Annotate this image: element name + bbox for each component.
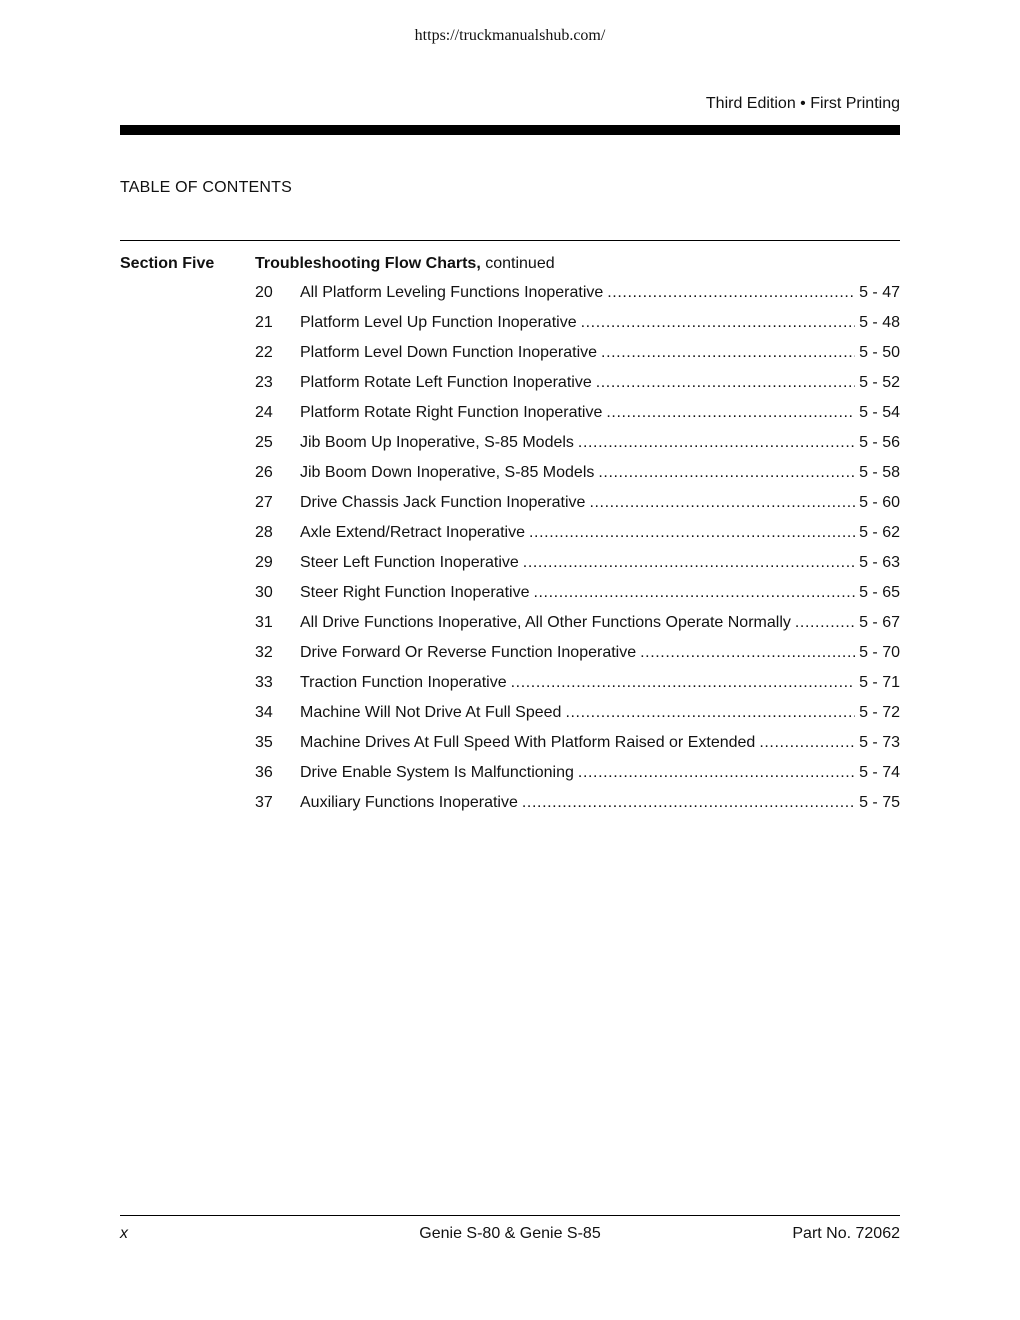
toc-entry-page: 5 - 70 [859, 644, 900, 661]
toc-entry-page: 5 - 63 [859, 554, 900, 571]
toc-entry[interactable] [255, 548, 900, 578]
toc-entry-number: 21 [255, 314, 273, 331]
toc-entry-page: 5 - 72 [859, 704, 900, 721]
toc-entry-number: 22 [255, 344, 273, 361]
toc-entry-leader [581, 308, 855, 338]
toc-entry-title: Jib Boom Down Inoperative, S-85 Models [300, 464, 595, 481]
toc-entry-leader [589, 488, 855, 518]
source-url: https://truckmanualshub.com/ [414, 27, 606, 44]
toc-entry-page: 5 - 74 [859, 764, 900, 781]
toc-entry-leader [598, 458, 855, 488]
toc-entry[interactable] [255, 728, 900, 758]
toc-entry-page: 5 - 54 [859, 404, 900, 421]
toc-entry-title: Steer Left Function Inoperative [300, 554, 519, 571]
toc-entry-title: Platform Level Down Function Inoperative [300, 344, 598, 361]
toc-entry-number: 31 [255, 614, 273, 631]
toc-entry-page: 5 - 58 [859, 464, 900, 481]
toc-entry[interactable] [255, 398, 900, 428]
toc-entry-leader [523, 548, 855, 578]
toc-entry-number: 26 [255, 464, 273, 481]
toc-entry-title: Drive Chassis Jack Function Inoperative [300, 494, 586, 511]
toc-entry[interactable] [255, 578, 900, 608]
toc-entry-title: All Drive Functions Inoperative, All Other Functions Operate Normally [300, 614, 791, 631]
toc-entry-number: 34 [255, 704, 273, 721]
toc-entry-title: All Platform Leveling Functions Inoperative [300, 284, 604, 301]
toc-entry-number: 30 [255, 584, 273, 601]
toc-entry-page: 5 - 50 [859, 344, 900, 361]
toc-entry-leader [522, 788, 855, 818]
toc-entry-number: 29 [255, 554, 273, 571]
toc-entry-leader [565, 698, 855, 728]
toc-entry-number: 28 [255, 524, 273, 541]
toc-entry-page: 5 - 60 [859, 494, 900, 511]
toc-entry-title: Steer Right Function Inoperative [300, 584, 530, 601]
toc-entry-title: Platform Rotate Left Function Inoperative [300, 374, 592, 391]
toc-entry[interactable] [255, 458, 900, 488]
section-heading [255, 255, 555, 273]
toc-entry-title: Axle Extend/Retract Inoperative [300, 524, 526, 541]
toc-entry[interactable] [255, 488, 900, 518]
toc-entry-title: Machine Drives At Full Speed With Platform Raised or Extended [300, 734, 756, 751]
toc-entry[interactable] [255, 758, 900, 788]
toc-entry[interactable] [255, 668, 900, 698]
toc-entry-number: 25 [255, 434, 273, 451]
toc-entry-number: 37 [255, 794, 273, 811]
footer-part-number: Part No. 72062 [792, 1225, 900, 1242]
toc-entry[interactable] [255, 788, 900, 818]
toc-entry-number: 35 [255, 734, 273, 751]
toc-entry[interactable] [255, 518, 900, 548]
toc-entry-list [255, 278, 900, 818]
toc-entry-page: 5 - 73 [859, 734, 900, 751]
footer-page-number: x [120, 1225, 128, 1242]
toc-entry-leader [606, 398, 855, 428]
toc-entry-page: 5 - 48 [859, 314, 900, 331]
footer-model: Genie S-80 & Genie S-85 [419, 1225, 601, 1242]
toc-entry-number: 24 [255, 404, 273, 421]
section-heading-title: Troubleshooting Flow Charts, [255, 255, 481, 272]
toc-entry-page: 5 - 56 [859, 434, 900, 451]
toc-entry-leader [795, 608, 855, 638]
toc-entry-number: 33 [255, 674, 273, 691]
toc-entry-title: Auxiliary Functions Inoperative [300, 794, 518, 811]
toc-entry-leader [607, 278, 855, 308]
toc-entry-leader [759, 728, 855, 758]
toc-entry[interactable] [255, 608, 900, 638]
toc-entry-title: Drive Enable System Is Malfunctioning [300, 764, 574, 781]
toc-entry[interactable] [255, 638, 900, 668]
toc-entry[interactable] [255, 428, 900, 458]
toc-entry[interactable] [255, 278, 900, 308]
toc-entry-leader [511, 668, 855, 698]
toc-entry-page: 5 - 62 [859, 524, 900, 541]
toc-entry-leader [601, 338, 855, 368]
toc-entry-title: Jib Boom Up Inoperative, S-85 Models [300, 434, 574, 451]
toc-entry-title: Platform Rotate Right Function Inoperative [300, 404, 603, 421]
toc-entry-page: 5 - 67 [859, 614, 900, 631]
toc-entry-number: 32 [255, 644, 273, 661]
footer-rule [120, 1215, 900, 1216]
toc-entry-title: Machine Will Not Drive At Full Speed [300, 704, 562, 721]
toc-entry-number: 20 [255, 284, 273, 301]
toc-entry-number: 27 [255, 494, 273, 511]
toc-entry-leader [596, 368, 855, 398]
toc-entry-number: 36 [255, 764, 273, 781]
toc-entry-leader [640, 638, 855, 668]
edition-label: Third Edition • First Printing [705, 95, 900, 112]
toc-entry-page: 5 - 52 [859, 374, 900, 391]
page-title: TABLE OF CONTENTS [120, 179, 293, 196]
toc-entry-page: 5 - 71 [859, 674, 900, 691]
toc-entry-title: Platform Level Up Function Inoperative [300, 314, 577, 331]
section-divider [120, 240, 900, 241]
toc-entry-page: 5 - 47 [859, 284, 900, 301]
toc-entry-page: 5 - 65 [859, 584, 900, 601]
toc-entry-page: 5 - 75 [859, 794, 900, 811]
section-heading-suffix: continued [480, 255, 555, 272]
toc-entry-title: Drive Forward Or Reverse Function Inoperative [300, 644, 637, 661]
toc-entry[interactable] [255, 698, 900, 728]
toc-entry-leader [529, 518, 855, 548]
toc-entry[interactable] [255, 338, 900, 368]
header-rule [120, 125, 900, 135]
toc-entry-leader [578, 428, 855, 458]
toc-entry[interactable] [255, 368, 900, 398]
section-label: Section Five [120, 255, 215, 272]
toc-entry-title: Traction Function Inoperative [300, 674, 507, 691]
toc-entry-leader [533, 578, 855, 608]
toc-entry-leader [578, 758, 855, 788]
toc-entry-number: 23 [255, 374, 273, 391]
toc-entry[interactable] [255, 308, 900, 338]
